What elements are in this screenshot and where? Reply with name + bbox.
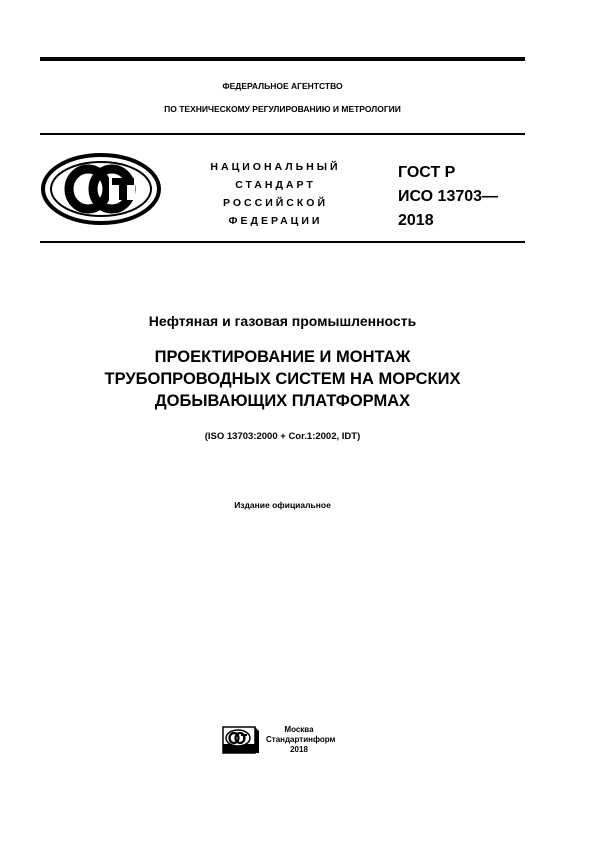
title-line-3: ДОБЫВАЮЩИХ ПЛАТФОРМАХ [154, 392, 411, 410]
standartinform-logo-icon [222, 726, 260, 759]
top-rule [40, 57, 525, 61]
document-subtitle: Нефтяная и газовая промышленность [148, 313, 417, 329]
national-line-2: СТАНДАРТ [235, 179, 316, 191]
designation-line-1: ГОСТ Р [398, 164, 456, 181]
standard-block-divider [40, 241, 525, 243]
rst-mark-icon [40, 152, 162, 231]
header-divider [40, 133, 525, 135]
edition-note: Издание официальное [234, 500, 331, 510]
publisher-imprint [266, 725, 336, 755]
agency-line-1: ФЕДЕРАЛЬНОЕ АГЕНТСТВО [222, 81, 343, 91]
publisher-name: Стандартинформ [266, 735, 336, 744]
national-line-1: НАЦИОНАЛЬНЫЙ [210, 161, 341, 173]
standard-designation [398, 161, 498, 233]
national-line-4: ФЕДЕРАЦИИ [228, 215, 323, 227]
agency-line-2: ПО ТЕХНИЧЕСКОМУ РЕГУЛИРОВАНИЮ И МЕТРОЛОГИИ [164, 104, 401, 114]
title-line-1: ПРОЕКТИРОВАНИЕ И МОНТАЖ [154, 348, 411, 366]
designation-line-2: ИСО 13703— [398, 188, 499, 205]
iso-reference: (ISO 13703:2000 + Cor.1:2002, IDT) [204, 431, 361, 442]
national-standard-caption [188, 158, 363, 230]
title-line-2: ТРУБОПРОВОДНЫХ СИСТЕМ НА МОРСКИХ [104, 370, 461, 388]
publisher-year: 2018 [290, 745, 308, 754]
document-title [40, 346, 525, 412]
designation-line-3: 2018 [398, 212, 434, 229]
national-line-3: РОССИЙСКОЙ [223, 197, 328, 209]
publisher-city: Москва [284, 725, 314, 734]
